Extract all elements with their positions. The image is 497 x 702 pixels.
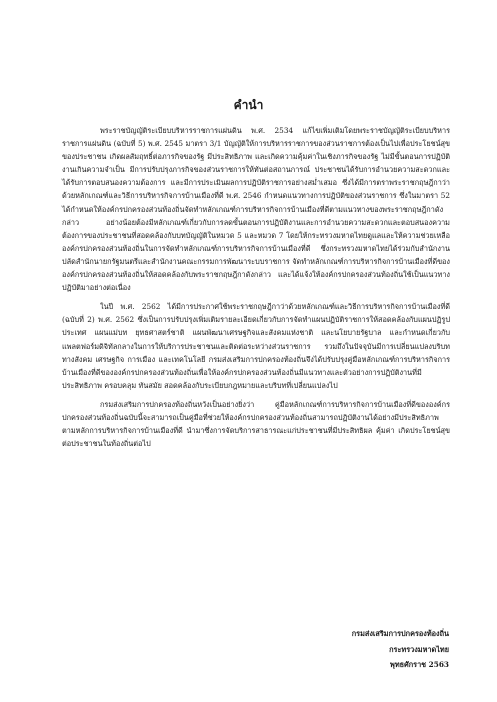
signature-org: กรมส่งเสริมการปกครองท้องถิ่น bbox=[351, 629, 449, 638]
signature-ministry: กระทรวงมหาดไทย bbox=[389, 644, 449, 654]
paragraph-2: ในปี พ.ศ. 2562 ได้มีการประกาศใช้พระราชกฤษฎีกาว่าด้วยหลักเกณฑ์และวิธีการบริหารกิจการบ้านเมืองที่ดี (ฉบับที่ 2) พ.ศ. 2562 ซึ่งเป็นการปรับปรุงเพิ่มเติมรายละเอียดเกี่ยวกับการจัดทำแผนปฏิบัติราชการให้สอดคล้องกับแผนปฏิรูปประเทศ แผนแม่บท ยุทธศาสตร์ชาติ แผนพัฒนาเศรษฐกิจและสังคมแห่งชาติ และนโยบายรัฐบาล และกำหนดเกี่ยวกับแพลตฟอร์มดิจิทัลกลางในการให้บริการประชาชนและติดต่อระหว่างส่วนราชการ รวมถึงในปัจจุบันมีการเปลี่ยนแปลงบริบททางสังคม เศรษฐกิจ การเมือง และเทคโนโลยี กรมส่งเสริมการปกครองท้องถิ่นจึงได้ปรับปรุงคู่มือหลักเกณฑ์การบริหารกิจการบ้านเมืองที่ดีขององค์กรปกครองส่วนท้องถิ่นเพื่อให้องค์กรปกครองส่วนท้องถิ่นมีแนวทางและตัวอย่างการปฏิบัติงานที่มีประสิทธิภาพ ครอบคลุม ทันสมัย สอดคล้องกับระเบียบกฎหมายและบริบทที่เปลี่ยนแปลงไป bbox=[62, 302, 450, 390]
paragraph-1: พระราชบัญญัติระเบียบบริหารราชการแผ่นดิน พ.ศ. 2534 แก้ไขเพิ่มเติมโดยพระราชบัญญัติระเบียบบริหารราชการแผ่นดิน (ฉบับที่ 5) พ.ศ. 2545 มาตรา 3/1 บัญญัติให้การบริหารราชการของส่วนราชการต้องเป็นไปเพื่อประโยชน์สุขของประชาชน เกิดผลสัมฤทธิ์ต่อภารกิจของรัฐ มีประสิทธิภาพ และเกิดความคุ้มค่าในเชิงภารกิจของรัฐ ไม่มีขั้นตอนการปฏิบัติงานเกินความจำเป็น มีการปรับปรุงภารกิจของส่วนราชการให้ทันต่อสถานการณ์ ประชาชนได้รับการอำนวยความสะดวกและได้รับการตอบสนองความต้องการ และมีการประเมินผลการปฏิบัติราชการอย่างสม่ำเสมอ ซึ่งได้มีการตราพระราชกฤษฎีกาว่าด้วยหลักเกณฑ์และวิธีการบริหารกิจการบ้านเมืองที่ดี พ.ศ. 2546 กำหนดแนวทางการปฏิบัติของส่วนราชการ ซึ่งในมาตรา 52 ได้กำหนดให้องค์กรปกครองส่วนท้องถิ่นจัดทำหลักเกณฑ์การบริหารกิจการบ้านเมืองที่ดีตามแนวทางของพระราชกฤษฎีกาดังกล่าว อย่างน้อยต้องมีหลักเกณฑ์เกี่ยวกับการลดขั้นตอนการปฏิบัติงานและการอำนวยความสะดวกและตอบสนองความต้องการของประชาชนที่สอดคล้องกับบทบัญญัติในหมวด 5 และหมวด 7 โดยให้กระทรวงมหาดไทยดูแลและให้ความช่วยเหลือองค์กรปกครองส่วนท้องถิ่นในการจัดทำหลักเกณฑ์การบริหารกิจการบ้านเมืองที่ดี ซึ่งกระทรวงมหาดไทยได้ร่วมกับสำนักงานปลัดสำนักนายกรัฐมนตรีและสำนักงานคณะกรรมการพัฒนาระบบราชการ จัดทำหลักเกณฑ์การบริหารกิจการบ้านเมืองที่ดีขององค์กรปกครองส่วนท้องถิ่นให้สอดคล้องกับพระราชกฤษฎีกาดังกล่าว และได้แจ้งให้องค์กรปกครองส่วนท้องถิ่นใช้เป็นแนวทางปฏิบัติมาอย่างต่อเนื่อง bbox=[62, 126, 450, 293]
body-text bbox=[62, 124, 450, 450]
signature-block bbox=[352, 626, 449, 673]
signature-year: พุทธศักราช 2563 bbox=[390, 660, 449, 669]
page-title: คำนำ bbox=[233, 98, 264, 112]
paragraph-3: กรมส่งเสริมการปกครองท้องถิ่นหวังเป็นอย่างยิ่งว่า คู่มือหลักเกณฑ์การบริหารกิจการบ้านเมืองที่ดีขององค์กรปกครองส่วนท้องถิ่นฉบับนี้จะสามารถเป็นคู่มือที่ช่วยให้องค์กรปกครองส่วนท้องถิ่นสามารถปฏิบัติงานได้อย่างมีประสิทธิภาพตามหลักการบริหารกิจการบ้านเมืองที่ดี นำมาซึ่งการจัดบริการสาธารณะแก่ประชาชนที่มีประสิทธิผล คุ้มค่า เกิดประโยชน์สุขต่อประชาชนในท้องถิ่นต่อไป bbox=[62, 399, 450, 449]
